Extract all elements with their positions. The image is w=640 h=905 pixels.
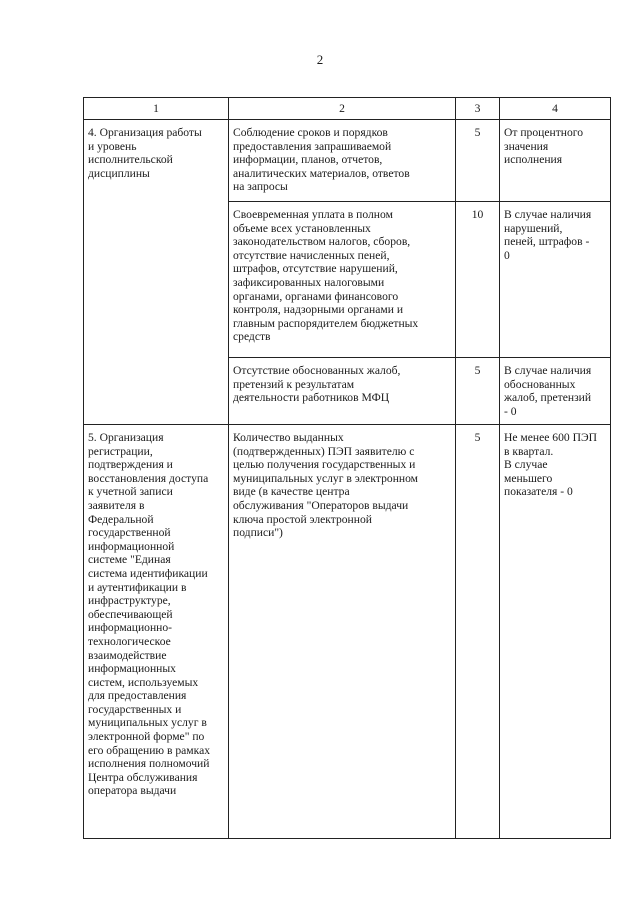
rule-cell: В случае наличия обоснованных жалоб, претензий - 0 (500, 358, 611, 425)
criterion-cell: Отсутствие обоснованных жалоб, претензий к результатам деятельности работников МФЦ (229, 358, 456, 425)
section-cell: 5. Организация регистрации, подтверждения и восстановления доступа к учетной записи заявителя в Федеральной государственной информационной системе "Единая система идентификации и аутентификации в инфраструктуре, обеспечивающей информационно- технологическое взаимодействие информационных систем, используемых для предоставления государственных и муниципальных услуг в электронной форме" по его обращению в рамках исполнения полномочий Центра обслуживания оператора выдачи (84, 425, 229, 839)
score-cell: 10 (456, 202, 500, 358)
criterion-cell: Количество выданных (подтвержденных) ПЭП заявителю с целью получения государственных и муниципальных услуг в электронном виде (в качестве центра обслуживания "Операторов выдачи ключа простой электронной подписи") (229, 425, 456, 839)
rule-cell: Не менее 600 ПЭП в квартал. В случае меньшего показателя - 0 (500, 425, 611, 839)
criteria-table (83, 97, 611, 839)
header-cell: 2 (229, 98, 456, 120)
score-cell: 5 (456, 358, 500, 425)
section-cell: 4. Организация работы и уровень исполнительской дисциплины (84, 120, 229, 425)
score-cell: 5 (456, 425, 500, 839)
header-cell: 3 (456, 98, 500, 120)
score-cell: 5 (456, 120, 500, 202)
header-cell: 1 (84, 98, 229, 120)
table-row (84, 425, 611, 839)
table-header-row (84, 98, 611, 120)
rule-cell: В случае наличия нарушений, пеней, штрафов - 0 (500, 202, 611, 358)
header-cell: 4 (500, 98, 611, 120)
criterion-cell: Соблюдение сроков и порядков предоставления запрашиваемой информации, планов, отчетов, аналитических материалов, ответов на запросы (229, 120, 456, 202)
criterion-cell: Своевременная уплата в полном объеме всех установленных законодательством налогов, сборов, отсутствие начисленных пеней, штрафов, отсутствие нарушений, зафиксированных налоговыми органами, органами финансового контроля, надзорными органами и главным распорядителем бюджетных средств (229, 202, 456, 358)
rule-cell: От процентного значения исполнения (500, 120, 611, 202)
page-number: 2 (316, 52, 324, 67)
table-row (84, 120, 611, 202)
